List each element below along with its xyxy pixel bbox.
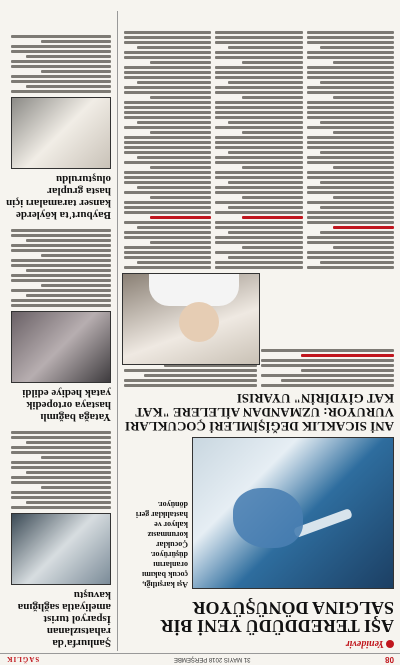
lead-headline: AŞI TEREDDÜDÜ YENİ BİR SALGINA DÖNÜŞÜYOR: [160, 598, 394, 636]
coat-shape: [149, 274, 239, 306]
sidebar-photo-3: [11, 97, 111, 169]
sidebar-body-2: [5, 229, 117, 307]
masthead-date: 31 MAYIS 2018 PERŞEMBE: [173, 656, 251, 663]
body-column: [307, 31, 394, 269]
newspaper-logo: [344, 637, 394, 651]
logo-icon: [386, 640, 394, 648]
sidebar-photo-1: [11, 513, 111, 585]
body-column: [124, 31, 211, 269]
sidebar-body-1: [5, 431, 117, 509]
sidebar-body-3: [5, 35, 117, 93]
gloved-hand-shape: [233, 488, 303, 548]
sidebar: [5, 11, 118, 651]
second-body-columns: [124, 31, 394, 269]
logo-text: Yenidevir: [345, 638, 384, 650]
body-column: [215, 31, 302, 269]
sidebar-headline-2: Yatağa bağımlı hastaya ortopedik yatak hediye edildi: [22, 387, 111, 423]
sidebar-headline-1: Şanlıurfa'da rahatsızlanan İsparyol turist ameliyatla sağlığına kavuştu: [17, 589, 111, 649]
lead-photo: [192, 437, 394, 589]
second-headline: ANİ SICAKLIK DEĞİŞİMLERİ ÇOCUKLARI VURUYOR: UZMANDAN AİLELERE "KAT KAT GİYDİRİN" UYARISI: [124, 391, 394, 434]
body-column: [261, 349, 394, 387]
sidebar-photo-2: [11, 311, 111, 383]
section-title: SAĞLIK: [6, 655, 40, 664]
page-header: [0, 653, 400, 665]
doctor-photo: [122, 273, 260, 365]
page-number: 08: [385, 655, 394, 664]
face-shape: [179, 302, 219, 342]
sidebar-headline-3: Bayburt'ta köylerde kanser taramaları için hasta gruplar oluşturuldu: [6, 173, 111, 221]
lead-deck: Aşı karşıtlığı, çocuk bakımı oranlarını düşürüyor. Çocuklar korunmasız kalıyor ve hastalıklar geri dönüyor.: [135, 500, 188, 589]
